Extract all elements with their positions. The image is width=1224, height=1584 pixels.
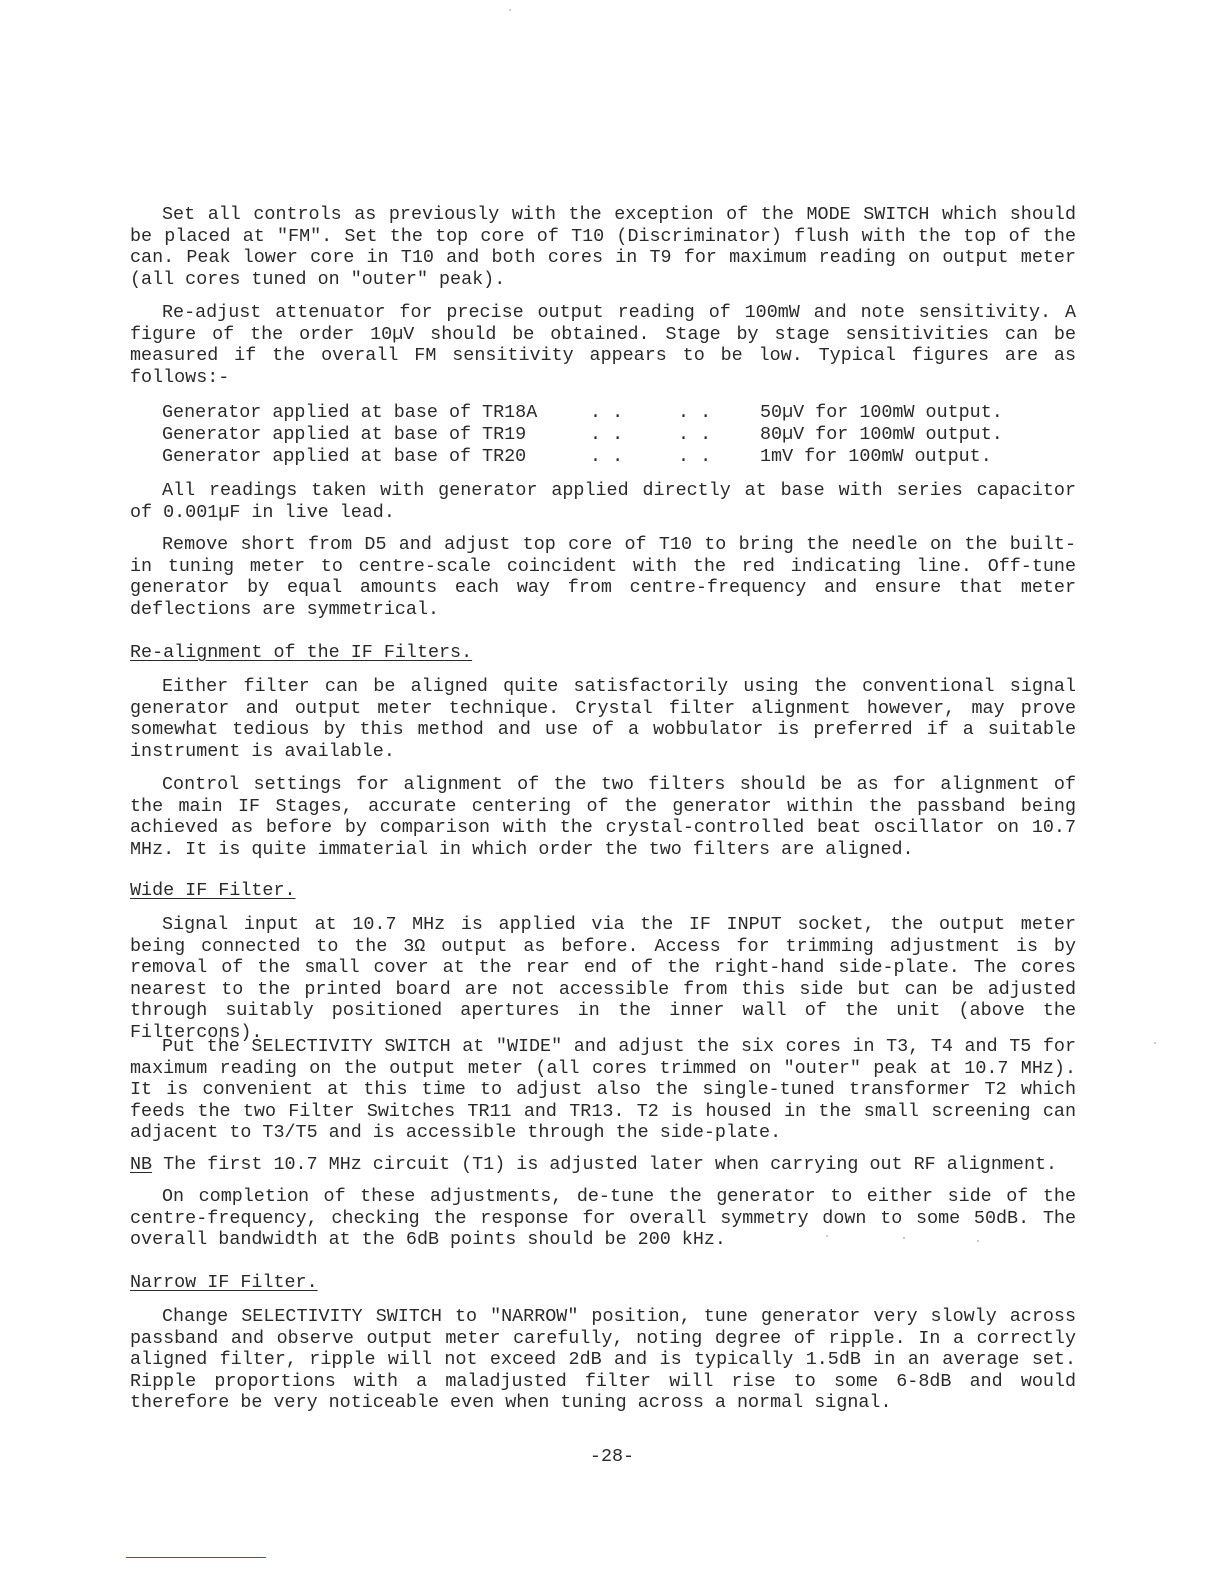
paragraph-tuning-meter: Remove short from D5 and adjust top core of T10 to bring the needle on the built-in tuning meter to centre-scale coincident with the red indicating line. Off-tune generator by equal amounts each way from centre-frequency and ensure that meter deflections are symmetrical. bbox=[130, 534, 1076, 620]
generator-row-value: 50µV for 100mW output. bbox=[760, 402, 1003, 423]
page-number: -28- bbox=[589, 1446, 635, 1467]
heading-realignment: Re-alignment of the IF Filters. bbox=[130, 642, 473, 663]
leader-dots: . . bbox=[590, 424, 624, 445]
scan-speck bbox=[977, 1240, 979, 1242]
heading-narrow-filter: Narrow IF Filter. bbox=[130, 1272, 318, 1293]
paragraph-signal-input: Signal input at 10.7 MHz is applied via the IF INPUT socket, the output meter being connected to the 3Ω output as before. Access for trimming adjustment is by removal of the small cover at the rear end of the right-hand side-plate. The cores nearest to the printed board are not accessible from this side but can be adjusted through suitably positioned apertures in the inner wall of the unit (above the Filtercons). bbox=[130, 914, 1076, 1043]
nb-label: NB bbox=[130, 1154, 153, 1175]
generator-row bbox=[162, 446, 1062, 468]
generator-row-label: Generator applied at base of TR20 bbox=[162, 446, 527, 467]
paragraph-readings: All readings taken with generator applied directly at base with series capacitor of 0.001µF in live lead. bbox=[130, 480, 1076, 523]
heading-wide-filter: Wide IF Filter. bbox=[130, 880, 296, 901]
paragraph-fm-setup: Set all controls as previously with the exception of the MODE SWITCH which should be placed at "FM". Set the top core of T10 (Discriminator) flush with the top of the can. Peak lower core in T10 and both cores in T9 for maximum reading on output meter (all cores tuned on "outer" peak). bbox=[130, 204, 1076, 290]
note-nb bbox=[130, 1154, 1076, 1176]
generator-row bbox=[162, 402, 1062, 424]
leader-dots: . . bbox=[678, 424, 712, 445]
generator-row bbox=[162, 424, 1062, 446]
nb-text: The first 10.7 MHz circuit (T1) is adjusted later when carrying out RF alignment. bbox=[163, 1154, 1058, 1175]
bottom-rule bbox=[126, 1557, 266, 1558]
paragraph-control-settings: Control settings for alignment of the two filters should be as for alignment of the main IF Stages, accurate centering of the generator within the passband being achieved as before by comparison with the crystal-controlled beat oscillator on 10.7 MHz. It is quite immaterial in which order the two filters are aligned. bbox=[130, 774, 1076, 860]
paragraph-completion: On completion of these adjustments, de-tune the generator to either side of the centre-frequency, checking the response for overall symmetry down to some 50dB. The overall bandwidth at the 6dB points should be 200 kHz. bbox=[130, 1186, 1076, 1251]
scan-speck bbox=[509, 9, 511, 11]
paragraph-selectivity-wide: Put the SELECTIVITY SWITCH at "WIDE" and adjust the six cores in T3, T4 and T5 for maximum reading on the output meter (all cores trimmed on "outer" peak at 10.7 MHz). It is convenient at this time to adjust also the single-tuned transformer T2 which feeds the two Filter Switches TR11 and TR13. T2 is housed in the small screening can adjacent to T3/T5 and is accessible through the side-plate. bbox=[130, 1036, 1076, 1144]
leader-dots: . . bbox=[678, 402, 712, 423]
scan-speck bbox=[826, 1235, 828, 1237]
generator-row-label: Generator applied at base of TR18A bbox=[162, 402, 538, 423]
generator-row-label: Generator applied at base of TR19 bbox=[162, 424, 527, 445]
paragraph-narrow: Change SELECTIVITY SWITCH to "NARROW" position, tune generator very slowly across passband and observe output meter carefully, noting degree of ripple. In a correctly aligned filter, ripple will not exceed 2dB and is typically 1.5dB in an average set. Ripple proportions with a maladjusted filter will rise to some 6-8dB and would therefore be very noticeable even when tuning across a normal signal. bbox=[130, 1306, 1076, 1414]
generator-row-value: 1mV for 100mW output. bbox=[760, 446, 992, 467]
scan-speck bbox=[1154, 1042, 1156, 1044]
generator-row-value: 80µV for 100mW output. bbox=[760, 424, 1003, 445]
leader-dots: . . bbox=[590, 402, 624, 423]
paragraph-filter-alignment: Either filter can be aligned quite satisfactorily using the conventional signal generator and output meter technique. Crystal filter alignment however, may prove somewhat tedious by this method and use of a wobbulator is preferred if a suitable instrument is available. bbox=[130, 676, 1076, 762]
paragraph-sensitivity: Re-adjust attenuator for precise output reading of 100mW and note sensitivity. A figure of the order 10µV should be obtained. Stage by stage sensitivities can be measured if the overall FM sensitivity appears to be low. Typical figures are as follows:- bbox=[130, 302, 1076, 388]
leader-dots: . . bbox=[678, 446, 712, 467]
leader-dots: . . bbox=[590, 446, 624, 467]
scan-speck bbox=[903, 1237, 905, 1239]
